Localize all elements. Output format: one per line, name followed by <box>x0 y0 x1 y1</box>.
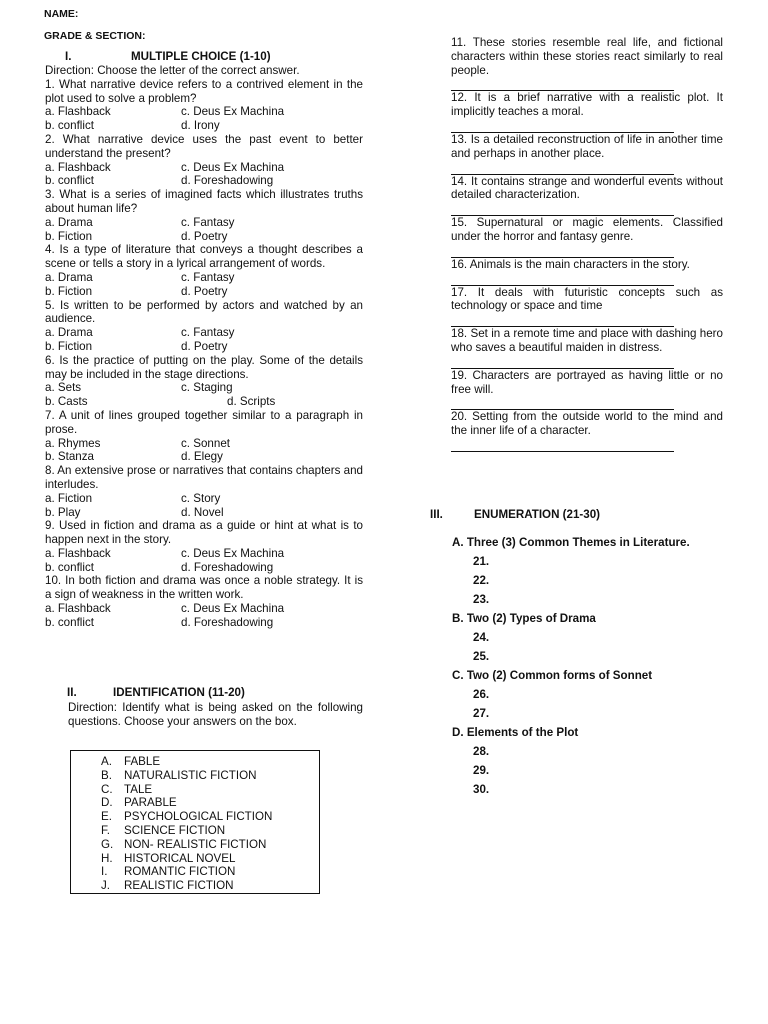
enumeration-list <box>452 534 723 799</box>
mc-option-row <box>45 561 363 575</box>
enumeration-item-number: 22. <box>473 574 490 587</box>
mc-question-text: 10. In both fiction and drama was once a noble strategy. It is a sign of weakness in the written work. <box>45 574 363 602</box>
part3-heading <box>430 508 600 522</box>
mc-question-text: 2. What narrative device uses the past event to better understand the present? <box>45 132 363 160</box>
part3-number: III. <box>430 508 443 521</box>
choice-letter: H. <box>101 851 113 865</box>
choice-item <box>101 810 319 824</box>
identification-question: 18. Set in a remote time and place with dashing hero who saves a beautiful maiden in distress. <box>451 327 723 354</box>
mc-question-list <box>45 78 363 630</box>
mc-option: b. conflict <box>45 615 94 629</box>
mc-option-row <box>45 216 363 230</box>
mc-question-text: 3. What is a series of imagined facts which illustrates truths about human life? <box>45 188 363 215</box>
choice-letter: D. <box>101 796 113 810</box>
mc-option: d. Novel <box>181 505 224 519</box>
mc-option: b. Fiction <box>45 284 93 298</box>
choice-text: REALISTIC FICTION <box>124 879 234 893</box>
identification-question: 16. Animals is the main characters in the story. <box>451 257 690 271</box>
choice-item <box>101 824 319 838</box>
mc-option: a. Drama <box>45 270 93 284</box>
choice-text: TALE <box>124 782 153 796</box>
choice-text: PSYCHOLOGICAL FICTION <box>124 810 273 824</box>
mc-option-row <box>45 285 363 299</box>
mc-option-row <box>45 119 363 133</box>
part2-direction: Direction: Identify what is being asked on the following questions. Choose your answers on the box. <box>68 701 363 728</box>
choice-item <box>101 838 319 852</box>
identification-question: 17. It deals with futuristic concepts such as technology or space and time <box>451 285 723 313</box>
answer-choices-box <box>70 750 320 894</box>
enumeration-item-number: 29. <box>473 764 490 777</box>
mc-option: d. Poetry <box>181 229 228 243</box>
mc-option: c. Deus Ex Machina <box>181 546 285 560</box>
enumeration-item-number: 21. <box>473 555 490 568</box>
mc-option: a. Fiction <box>45 491 93 505</box>
mc-option-row <box>45 230 363 244</box>
mc-option-row <box>45 492 363 506</box>
identification-question: 13. Is a detailed reconstruction of life in another time and perhaps in another place. <box>451 132 723 160</box>
identification-question: 12. It is a brief narrative with a realistic plot. It implicitly teaches a moral. <box>451 91 723 119</box>
mc-option: c. Sonnet <box>181 436 230 450</box>
mc-option-row <box>45 450 363 464</box>
mc-option-row <box>45 271 363 285</box>
enumeration-item-number: 28. <box>473 745 490 758</box>
mc-option-row <box>45 174 363 188</box>
enumeration-group-label: D. Elements of the Plot <box>452 726 579 739</box>
mc-option: a. Rhymes <box>45 436 101 450</box>
mc-option: a. Drama <box>45 215 93 229</box>
mc-option-row <box>45 381 363 395</box>
mc-option-row <box>45 602 363 616</box>
choice-item <box>101 769 319 783</box>
enumeration-item-number: 23. <box>473 593 490 606</box>
multiple-choice-section <box>45 64 363 630</box>
enumeration-item-number: 25. <box>473 650 490 663</box>
mc-option-row <box>45 340 363 354</box>
enumeration-item-number: 26. <box>473 688 490 701</box>
identification-question: 14. It contains strange and wonderful events without detailed characterization. <box>451 174 723 202</box>
part1-direction: Direction: Choose the letter of the correct answer. <box>45 64 300 77</box>
choice-text: SCIENCE FICTION <box>124 823 226 837</box>
choice-letter: I. <box>101 865 108 879</box>
mc-question-text: 6. Is the practice of putting on the play. Some of the details may be included in the stage directions. <box>45 353 363 381</box>
choice-list <box>71 751 319 893</box>
choice-letter: E. <box>101 810 112 824</box>
part1-number: I. <box>65 50 72 63</box>
mc-option-row <box>45 616 363 630</box>
mc-option: c. Staging <box>181 381 233 395</box>
mc-option: c. Fantasy <box>181 326 235 340</box>
mc-option: a. Sets <box>45 381 82 395</box>
mc-option: d. Irony <box>181 119 220 133</box>
mc-option: b. conflict <box>45 560 94 574</box>
mc-question-text: 1. What narrative device refers to a contrived element in the plot used to solve a problem? <box>45 77 363 105</box>
mc-option: d. Foreshadowing <box>181 174 274 188</box>
enumeration-item-number: 24. <box>473 631 490 644</box>
mc-option: c. Deus Ex Machina <box>181 160 285 174</box>
mc-option-row <box>45 395 363 409</box>
mc-option: d. Poetry <box>181 284 228 298</box>
mc-option-row <box>45 547 363 561</box>
mc-option: d. Foreshadowing <box>181 560 274 574</box>
choice-item <box>101 865 319 879</box>
enumeration-group-label: A. Three (3) Common Themes in Literature. <box>452 536 690 549</box>
mc-option: b. Casts <box>45 395 88 409</box>
mc-option: b. Fiction <box>45 339 93 353</box>
mc-question-text: 4. Is a type of literature that conveys a thought describes a scene or tells a story in a lyrical arrangement of words. <box>45 243 363 271</box>
mc-option: c. Deus Ex Machina <box>181 602 285 616</box>
mc-option: b. Fiction <box>45 229 93 243</box>
answer-line <box>451 451 674 452</box>
identification-questions <box>451 36 723 452</box>
mc-option: a. Flashback <box>45 602 111 616</box>
choice-item <box>101 852 319 866</box>
identification-question: 20. Setting from the outside world to the mind and the inner life of a character. <box>451 410 723 438</box>
choice-item <box>101 796 319 810</box>
part1-title: MULTIPLE CHOICE (1-10) <box>131 50 271 63</box>
choice-letter: C. <box>101 782 113 796</box>
mc-option: d. Foreshadowing <box>181 615 274 629</box>
choice-text: PARABLE <box>124 796 177 810</box>
grade-section-label: GRADE & SECTION: <box>44 30 146 42</box>
identification-question: 11. These stories resemble real life, and fictional characters within these stories react similarly to real people. <box>451 36 723 77</box>
enumeration-group-label: B. Two (2) Types of Drama <box>452 612 596 625</box>
choice-text: FABLE <box>124 755 161 768</box>
choice-text: NON- REALISTIC FICTION <box>124 837 267 851</box>
choice-letter: J. <box>101 879 111 893</box>
mc-question-text: 5. Is written to be performed by actors and watched by an audience. <box>45 298 363 326</box>
mc-option-row <box>45 437 363 451</box>
mc-option: d. Poetry <box>181 339 228 353</box>
mc-option-row <box>45 105 363 119</box>
mc-option-row <box>45 326 363 340</box>
mc-option-row <box>45 161 363 175</box>
mc-option: b. conflict <box>45 119 94 133</box>
part3-title: ENUMERATION (21-30) <box>474 508 601 521</box>
mc-option: c. Story <box>181 491 221 505</box>
mc-option: a. Flashback <box>45 160 111 174</box>
mc-option: a. Drama <box>45 326 93 340</box>
mc-option: b. Stanza <box>45 450 94 464</box>
choice-item <box>101 783 319 797</box>
enumeration-item-number: 30. <box>473 783 490 796</box>
mc-option: c. Fantasy <box>181 215 235 229</box>
identification-question: 15. Supernatural or magic elements. Classified under the horror and fantasy genre. <box>451 216 723 243</box>
mc-question-text: 9. Used in fiction and drama as a guide or hint at what is to happen next in the story. <box>45 519 363 547</box>
mc-option: a. Flashback <box>45 546 111 560</box>
mc-question-text: 7. A unit of lines grouped together similar to a paragraph in prose. <box>45 408 363 436</box>
mc-option: a. Flashback <box>45 105 111 119</box>
enumeration-item-number: 27. <box>473 707 490 720</box>
part2-heading <box>45 686 245 700</box>
part1-heading <box>45 50 271 64</box>
part2-title: IDENTIFICATION (11-20) <box>113 686 245 699</box>
mc-option-row <box>45 506 363 520</box>
part2-number: II. <box>67 686 77 699</box>
mc-question-text: 8. An extensive prose or narratives that contains chapters and interludes. <box>45 464 363 491</box>
name-label: NAME: <box>44 8 79 20</box>
choice-letter: B. <box>101 768 112 782</box>
mc-option: b. conflict <box>45 174 94 188</box>
choice-text: NATURALISTIC FICTION <box>124 768 257 782</box>
mc-option: d. Scripts <box>227 395 276 409</box>
mc-option: d. Elegy <box>181 450 223 464</box>
enumeration-group-label: C. Two (2) Common forms of Sonnet <box>452 669 653 682</box>
mc-option: c. Deus Ex Machina <box>181 105 285 119</box>
mc-option: c. Fantasy <box>181 270 235 284</box>
mc-option: b. Play <box>45 505 81 519</box>
choice-letter: F. <box>101 823 111 837</box>
identification-question: 19. Characters are portrayed as having little or no free will. <box>451 368 723 396</box>
choice-letter: G. <box>101 837 114 851</box>
choice-text: HISTORICAL NOVEL <box>124 851 236 865</box>
choice-item <box>101 879 319 893</box>
choice-item <box>101 755 319 769</box>
choice-text: ROMANTIC FICTION <box>124 865 236 879</box>
choice-letter: A. <box>101 755 112 768</box>
